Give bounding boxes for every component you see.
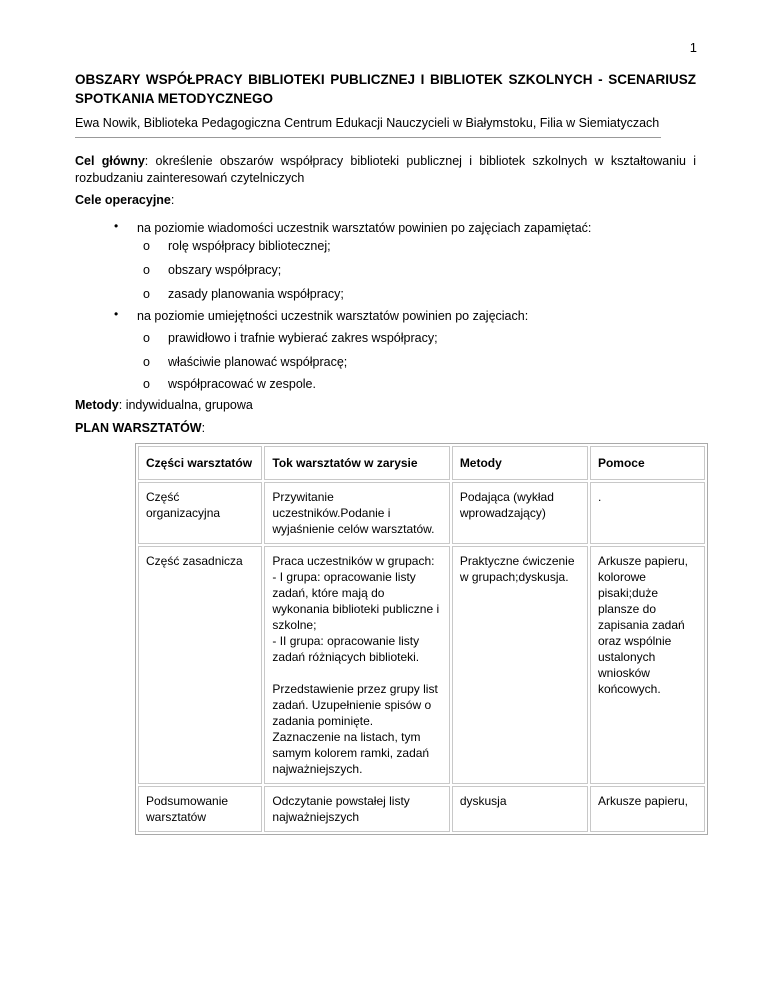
goal-group-text: na poziomie umiejętności uczestnik warsztatów powinien po zajęciach: <box>137 309 529 323</box>
goal-item-text: rolę współpracy bibliotecznej; <box>168 239 331 253</box>
operational-goals-heading <box>75 193 174 207</box>
table-cell-flow <box>264 546 449 784</box>
bullet-icon: • <box>114 307 119 321</box>
table-cell-methods: dyskusja <box>452 786 588 832</box>
plan-label: PLAN WARSZTATÓW <box>75 421 202 435</box>
sub-bullet-icon: o <box>143 239 150 253</box>
main-goal-label: Cel główny <box>75 154 145 168</box>
table-cell-aids: Arkusze papieru, kolorowe pisaki;duże plansze do zapisania zadań oraz wspólnie ustalonych wniosków końcowych. <box>590 546 705 784</box>
sub-bullet-icon: o <box>143 263 150 277</box>
page-number: 1 <box>689 40 697 55</box>
column-header: Tok warsztatów w zarysie <box>264 446 449 480</box>
column-header: Pomoce <box>590 446 705 480</box>
goal-item-text: obszary współpracy; <box>168 263 282 277</box>
table-row <box>138 546 705 784</box>
goal-item-text: właściwie planować współpracę; <box>168 355 348 369</box>
goal-item-text: zasady planowania współpracy; <box>168 287 344 301</box>
column-header: Metody <box>452 446 588 480</box>
plan-colon: : <box>201 421 206 435</box>
table-cell-methods: Praktyczne ćwiczenie w grupach;dyskusja. <box>452 546 588 784</box>
plan-heading <box>75 421 205 435</box>
table-cell-aids: Arkusze papieru, <box>590 786 705 832</box>
sub-bullet-icon: o <box>143 331 150 345</box>
flow-text: Przedstawienie przez grupy list zadań. Uzupełnienie spisów o zadania pominięte. Zaznaczenie na listach, tym samym kolorem ramki, zadań najważniejszych. <box>272 682 438 776</box>
table-row <box>138 482 705 544</box>
goal-item-text: prawidłowo i trafnie wybierać zakres współpracy; <box>168 331 438 345</box>
bullet-icon: • <box>114 219 119 233</box>
sub-bullet-icon: o <box>143 377 150 391</box>
table-row <box>138 786 705 832</box>
author-line: Ewa Nowik, Biblioteka Pedagogiczna Centrum Edukacji Nauczycieli w Białymstoku, Filia w Siemiatyczach <box>75 116 660 130</box>
flow-text: Praca uczestników w grupach: <box>272 554 435 568</box>
table-cell-part: Część organizacyjna <box>138 482 262 544</box>
workshop-plan-table <box>135 443 708 835</box>
table-cell-methods: Podająca (wykład wprowadzający) <box>452 482 588 544</box>
main-goal <box>75 153 696 187</box>
table-cell-aids: . <box>590 482 705 544</box>
goal-group-text: na poziomie wiadomości uczestnik warsztatów powinien po zajęciach zapamiętać: <box>137 221 592 235</box>
methods-line <box>75 398 253 412</box>
table-cell-flow <box>264 786 449 832</box>
main-goal-text: : określenie obszarów współpracy biblioteki publicznej i bibliotek szkolnych w kształtowaniu i rozbudzaniu zainteresowań czytelniczych <box>75 154 696 185</box>
title-divider <box>75 137 661 138</box>
sub-bullet-icon: o <box>143 287 150 301</box>
flow-text: - II grupa: opracowanie listy zadań różniących biblioteki. <box>272 634 420 664</box>
flow-text: - I grupa: opracowanie listy zadań, które mają do wykonania biblioteki publiczne i szkolne; <box>272 570 440 632</box>
table-cell-part: Podsumowanie warsztatów <box>138 786 262 832</box>
table-cell-flow <box>264 482 449 544</box>
flow-text: Przywitanie uczestników.Podanie i wyjaśnienie celów warsztatów. <box>272 490 435 536</box>
operational-goals-label: Cele operacyjne <box>75 193 171 207</box>
flow-spacer <box>272 665 441 681</box>
column-header: Części warsztatów <box>138 446 262 480</box>
operational-goals-colon: : <box>170 193 175 207</box>
table-cell-part: Część zasadnicza <box>138 546 262 784</box>
document-title: OBSZARY WSPÓŁPRACY BIBLIOTEKI PUBLICZNEJ I BIBLIOTEK SZKOLNYCH - SCENARIUSZ SPOTKANIA METODYCZNEGO <box>75 72 696 106</box>
flow-text: Odczytanie powstałej listy najważniejszych <box>272 794 410 824</box>
goal-item-text: współpracować w zespole. <box>168 377 316 391</box>
methods-text: : indywidualna, grupowa <box>118 398 253 412</box>
table-header-row <box>138 446 705 480</box>
methods-label: Metody <box>75 398 119 412</box>
sub-bullet-icon: o <box>143 355 150 369</box>
